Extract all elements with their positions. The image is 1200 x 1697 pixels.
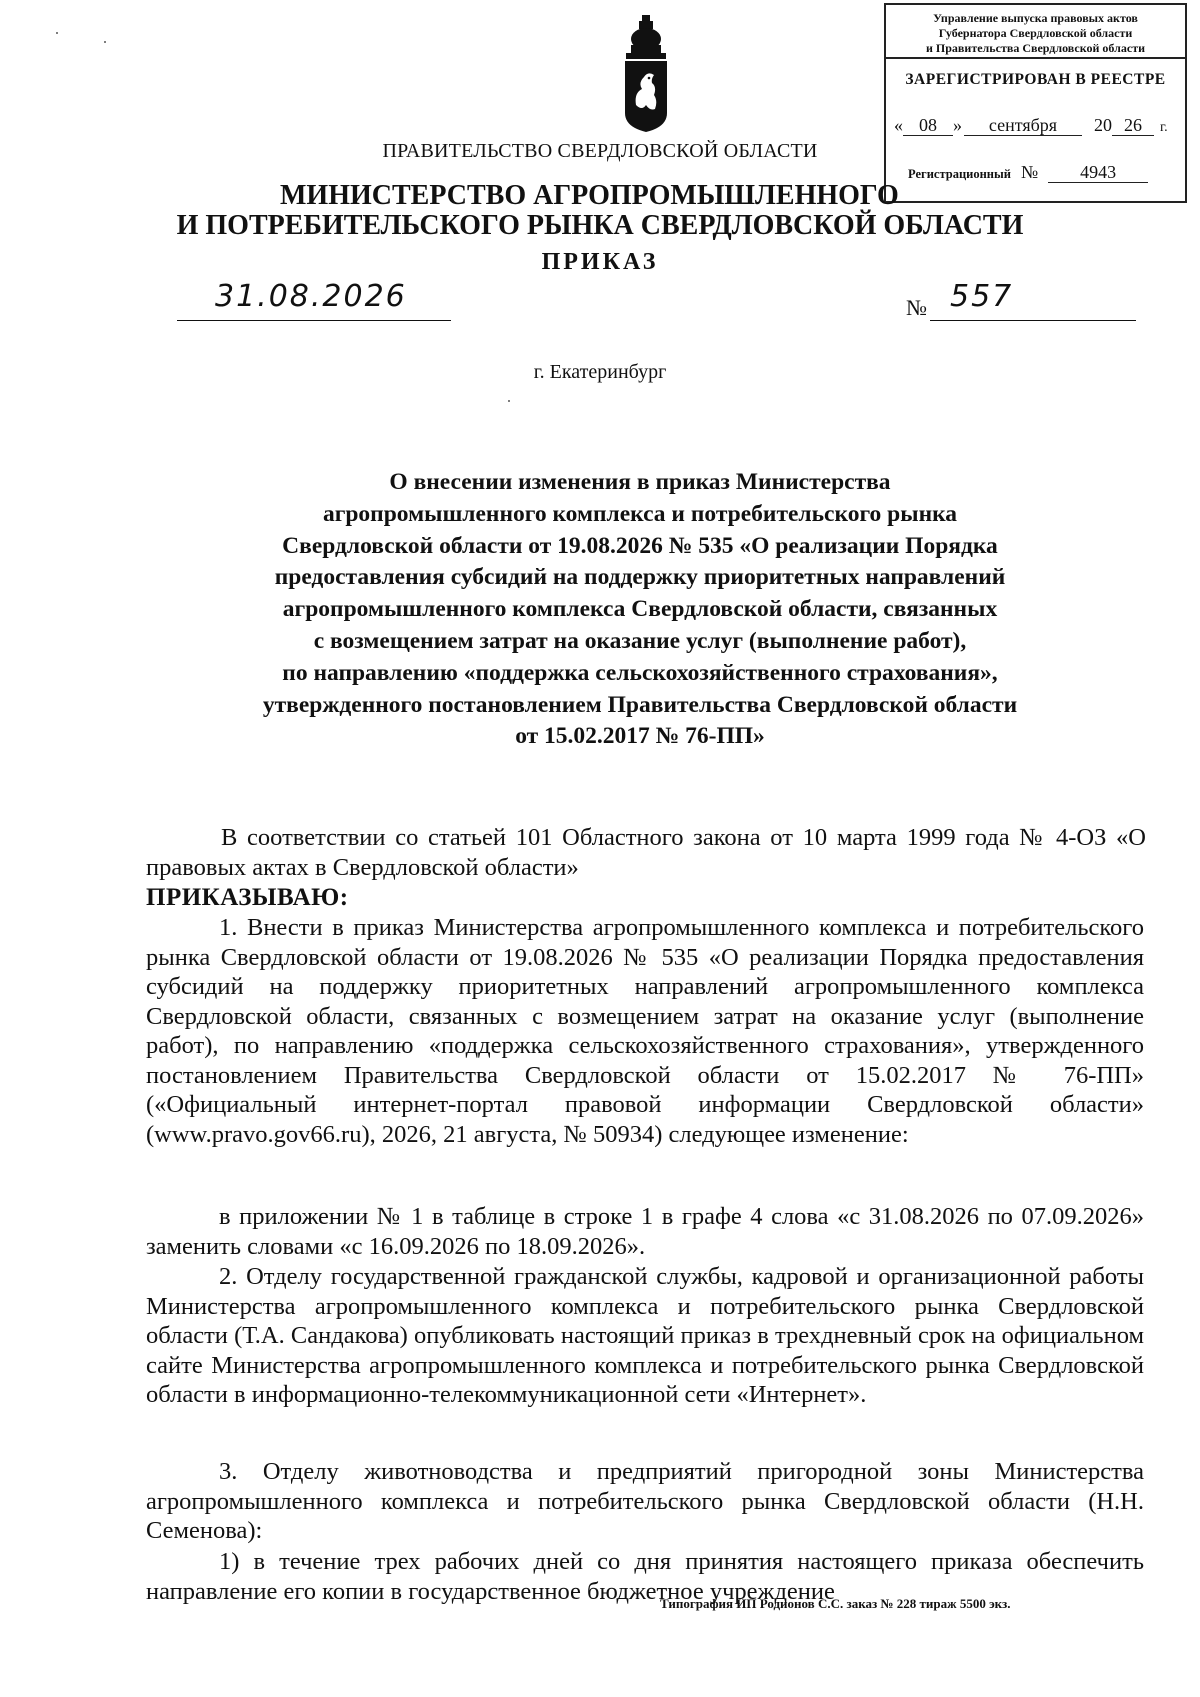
stamp-day: 08 — [903, 115, 953, 136]
subject-line: Свердловской области от 19.08.2026 № 535 «О реализации Порядка — [282, 532, 998, 559]
stamp-registered-label: ЗАРЕГИСТРИРОВАН В РЕЕСТРЕ — [905, 71, 1166, 88]
handwritten-number: 557 — [950, 279, 1014, 314]
document-subject — [180, 467, 1100, 753]
subject-line: с возмещением затрат на оказание услуг (выполнение работ), — [313, 627, 967, 654]
coat-of-arms-icon — [622, 15, 670, 133]
order-item-1-change: в приложении № 1 в таблице в строке 1 в графе 4 слова «с 31.08.2026 по 07.09.2026» заменить словами «с 16.09.2026 по 18.09.2026». — [146, 1203, 1144, 1260]
stamp-registration-date: « 08 » сентября 20 26 г. — [894, 115, 1168, 135]
stamp-reg-label: Регистрационный — [908, 167, 1011, 181]
subject-line: по направлению «поддержка сельскохозяйственного страхования», — [282, 659, 998, 686]
scan-dot — [56, 32, 58, 34]
subject-line: от 15.02.2017 № 76-ПП» — [515, 723, 765, 750]
stamp-org-line: Управление выпуска правовых актов — [933, 11, 1138, 25]
order-item-1: 1. Внести в приказ Министерства агропромышленного комплекса и потребительского рынка Свердловской области от 19.08.2026 № 535 «О реализации Порядка предоставления субсидий на поддержку приоритетных направлений агропромышленного комплекса Свердловской области, связанных с возмещением затрат на оказание услуг (выполнение работ), по направлению «поддержка сельскохозяйственного страхования», утвержденного постановлением Правительства Свердловской области от 15.02.2017 № 76-ПП» («Официальный интернет-портал правовой информации Свердловской области» (www.pravo.gov66.ru), 2026, 21 августа, № 50934) следующее изменение: — [146, 914, 1144, 1148]
scan-dot — [508, 400, 510, 402]
stamp-year-prefix: 20 — [1094, 115, 1112, 135]
legal-basis-paragraph: В соответствии со статьей 101 Областного закона от 10 марта 1999 года № 4-ОЗ «О правовых актах в Свердловской области» — [146, 824, 1146, 881]
subject-line: утвержденного постановлением Правительства Свердловской области — [262, 691, 1018, 718]
subject-line: О внесении изменения в приказ Министерства — [389, 469, 891, 495]
ministry-title-line1: МИНИСТЕРСТВО АГРОПРОМЫШЛЕННОГО — [280, 180, 899, 211]
registration-stamp — [884, 3, 1187, 203]
date-underline — [177, 320, 451, 321]
government-title: ПРАВИТЕЛЬСТВО СВЕРДЛОВСКОЙ ОБЛАСТИ — [382, 140, 818, 162]
order-item-3: 3. Отделу животноводства и предприятий пригородной зоны Министерства агропромышленного комплекса и потребительского рынка Свердловской области (Н.Н. Семенова): — [146, 1458, 1144, 1544]
stamp-org-line: Губернатора Свердловской области — [938, 26, 1133, 40]
order-word: ПРИКАЗЫВАЮ: — [146, 884, 349, 911]
number-underline — [930, 320, 1136, 321]
stamp-reg-sign: № — [1020, 162, 1039, 182]
subject-line: предоставления субсидий на поддержку приоритетных направлений — [274, 564, 1006, 591]
stamp-registration-number — [908, 162, 1148, 183]
scan-dot — [104, 41, 106, 43]
city: г. Екатеринбург — [533, 361, 667, 383]
subject-line: агропромышленного комплекса Свердловской области, связанных — [282, 596, 998, 623]
order-item-3-1: 1) в течение трех рабочих дней со дня принятия настоящего приказа обеспечить направление его копии в государственное бюджетное учреждение — [146, 1548, 1144, 1605]
stamp-reg-number: 4943 — [1048, 162, 1148, 183]
stamp-organization — [886, 5, 1185, 59]
number-sign: № — [906, 295, 927, 320]
document-type: ПРИКАЗ — [541, 249, 659, 275]
printer-footer: Типография ИП Родионов С.С. заказ № 228 тираж 5500 экз. — [660, 1596, 1011, 1611]
stamp-year-abbr: г. — [1160, 120, 1168, 135]
subject-line: агропромышленного комплекса и потребительского рынка — [322, 500, 958, 527]
order-item-2: 2. Отделу государственной гражданской службы, кадровой и организационной работы Министерства агропромышленного комплекса и потребительского рынка Свердловской области (Т.А. Сандакова) опубликовать настоящий приказ в трехдневный срок на официальном сайте Министерства агропромышленного комплекса и потребительского рынка Свердловской области в информационно-телекоммуникационной сети «Интернет». — [146, 1263, 1144, 1408]
stamp-month: сентября — [964, 115, 1082, 136]
handwritten-date: 31.08.2026 — [215, 279, 407, 314]
stamp-year-suffix: 26 — [1112, 115, 1154, 136]
stamp-org-line: и Правительства Свердловской области — [926, 41, 1145, 55]
ministry-title-line2: И ПОТРЕБИТЕЛЬСКОГО РЫНКА СВЕРДЛОВСКОЙ ОБЛАСТИ — [176, 210, 1024, 241]
